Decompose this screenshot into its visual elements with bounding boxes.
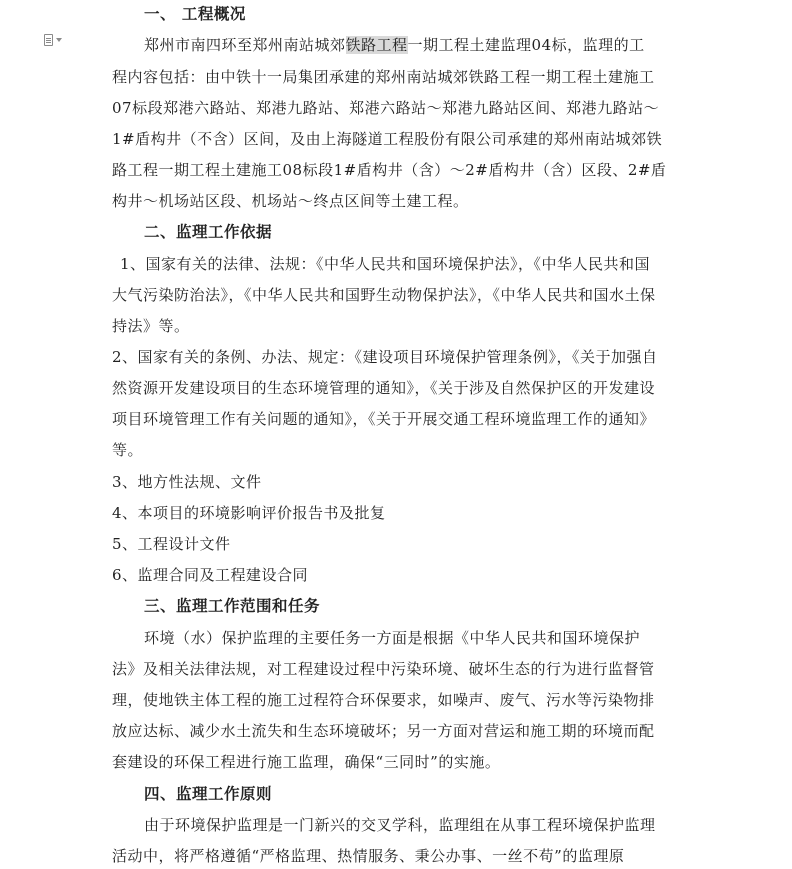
highlighted-text: 铁路工程 — [345, 36, 408, 54]
paragraph-line: 放应达标、减少水土流失和生态环境破坏；另一方面对营运和施工期的环境而配 — [112, 722, 655, 740]
paragraph-line: 环境（水）保护监理的主要任务一方面是根据《中华人民共和国环境保护 — [144, 629, 641, 647]
paragraph-line: 等。 — [112, 441, 144, 459]
paragraph-line: 法》及相关法律法规，对工程建设过程中污染环境、破坏生态的行为进行监督管 — [112, 660, 655, 678]
paragraph-line: 项目环境管理工作有关问题的通知》，《关于开展交通工程环境监理工作的通知》 — [112, 410, 656, 428]
page-icon — [44, 34, 53, 46]
paragraph-line: 持法》等。 — [112, 317, 190, 335]
section-heading-3: 三、监理工作范围和任务 — [144, 596, 321, 615]
paragraph-line: 构井～机场站区段、机场站～终点区间等土建工程。 — [112, 192, 469, 210]
paragraph-line: 07标段郑港六路站、郑港九路站、郑港六路站～郑港九路站区间、郑港九路站～ — [112, 99, 660, 117]
paragraph-line: 郑州市南四环至郑州南站城郊铁路工程一期工程土建监理04标，监理的工 — [144, 36, 645, 54]
paragraph-line: 大气污染防治法》，《中华人民共和国野生动物保护法》，《中华人民共和国水土保 — [112, 286, 656, 304]
list-item: 5、工程设计文件 — [112, 535, 231, 553]
section-heading-1: 一、 工程概况 — [144, 4, 246, 23]
paragraph-line: 路工程一期工程土建施工08标段1#盾构井（含）～2#盾构井（含）区段、2#盾 — [112, 161, 667, 179]
paragraph-line: 由于环境保护监理是一门新兴的交叉学科，监理组在从事工程环境保护监理 — [144, 816, 656, 834]
paragraph-line: 程内容包括：由中铁十一局集团承建的郑州南站城郊铁路工程一期工程土建施工 — [112, 68, 655, 86]
document-icon[interactable] — [44, 33, 68, 47]
paragraph-line: 套建设的环保工程进行施工监理，确保“三同时”的实施。 — [112, 753, 501, 771]
paragraph-line: 然资源开发建设项目的生态环境管理的通知》，《关于涉及自然保护区的开发建设 — [112, 379, 656, 397]
list-item: 3、地方性法规、文件 — [112, 473, 262, 491]
paragraph-line: 1#盾构井（不含）区间，及由上海隧道工程股份有限公司承建的郑州南站城郊铁 — [112, 130, 663, 148]
list-item: 2、国家有关的条例、办法、规定：《建设项目环境保护管理条例》，《关于加强自 — [112, 348, 658, 366]
paragraph-line: 活动中，将严格遵循“严格监理、热情服务、秉公办事、一丝不苟”的监理原 — [112, 847, 625, 865]
section-heading-2: 二、监理工作依据 — [144, 222, 273, 241]
section-heading-4: 四、监理工作原则 — [144, 784, 273, 803]
list-item: 1、国家有关的法律、法规：《中华人民共和国环境保护法》，《中华人民共和国 — [120, 255, 651, 273]
chevron-down-icon — [56, 38, 62, 42]
paragraph-line: 理，使地铁主体工程的施工过程符合环保要求，如噪声、废气、污水等污染物排 — [112, 691, 655, 709]
list-item: 4、本项目的环境影响评价报告书及批复 — [112, 504, 386, 522]
list-item: 6、监理合同及工程建设合同 — [112, 566, 309, 584]
